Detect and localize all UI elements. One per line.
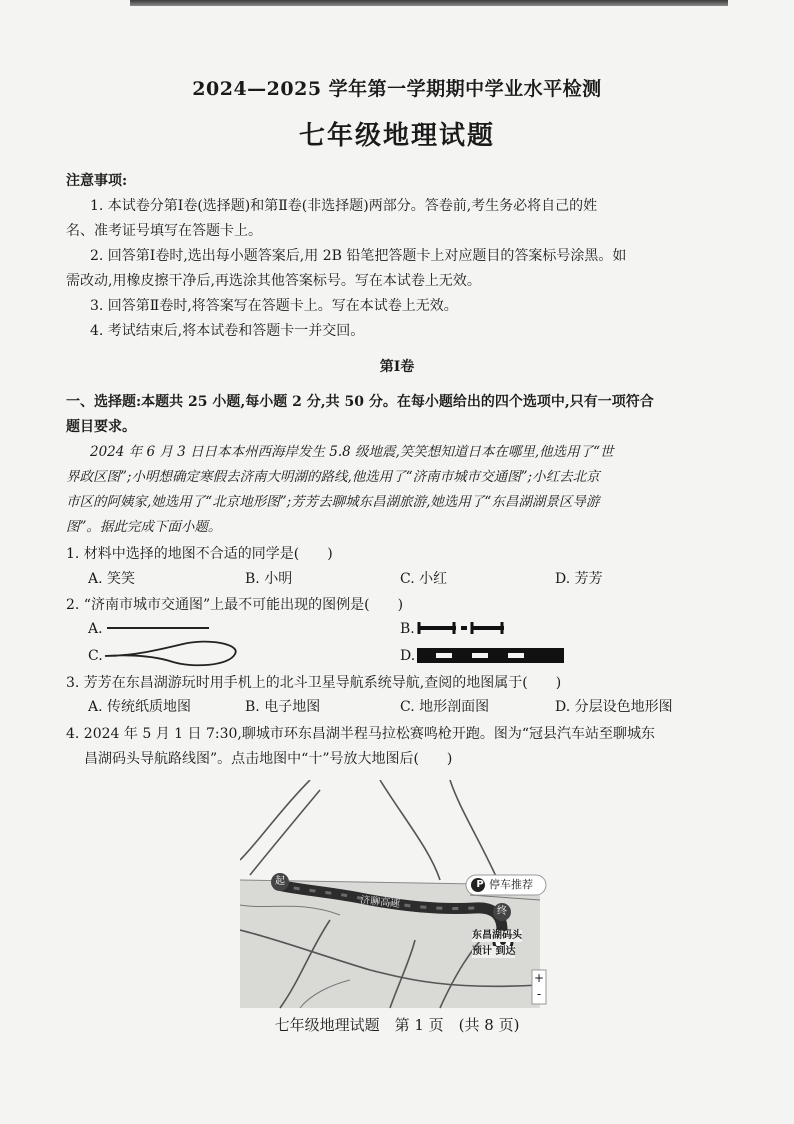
material-line-1: 2024 年 6 月 3 日日本本州西海岸发生 5.8 级地震,笑笑想知道日本在哪里,他选用了“世 [90, 444, 614, 460]
question-2-stem: 2. “济南市城市交通图”上最不可能出现的图例是( ) [66, 597, 404, 613]
exam-title: 2024—2025 学年第一学期期中学业水平检测 [192, 78, 602, 100]
page-footer: 七年级地理试题 第 1 页 (共 8 页) [274, 1016, 520, 1034]
notice-line-5: 3. 回答第Ⅱ卷时,将答案写在答题卡上。写在本试卷上无效。 [90, 298, 458, 314]
material-line-3: 市区的阿姨家,她选用了“北京地形图”;芳芳去聊城东昌湖旅游,她选用了“东昌湖湖景区导游 [66, 494, 600, 510]
notice-line-1: 1. 本试卷分第Ⅰ卷(选择题)和第Ⅱ卷(非选择题)两部分。答卷前,考生务必将自己的姓 [90, 198, 598, 214]
question-3-stem: 3. 芳芳在东昌湖游玩时用手机上的北斗卫星导航系统导航,查阅的地图属于( ) [66, 675, 562, 691]
question-1-option-a: A. 笑笑 [88, 571, 136, 587]
material-line-2: 界政区图”;小明想确定寒假去济南大明湖的路线,他选用了“济南市城市交通图”;小红去北京 [66, 469, 600, 485]
legend-river-symbol [103, 638, 243, 672]
legend-thin-line-symbol [105, 622, 215, 636]
question-1-stem: 1. 材料中选择的地图不合适的同学是( ) [66, 546, 333, 562]
expressway-label: 济聊高速 [359, 894, 401, 911]
section-instruction-2: 题目要求。 [66, 419, 136, 435]
zoom-out-button[interactable]: - [536, 987, 542, 1001]
parking-recommend-label[interactable]: 停车推荐 [489, 878, 533, 891]
map-figure [240, 780, 550, 1010]
eta-label: 预计 到达 [472, 946, 516, 957]
legend-railway-symbol [416, 647, 566, 665]
notice-line-4: 需改动,用橡皮擦干净后,再选涂其他答案标号。写在本试卷上无效。 [66, 273, 481, 289]
question-2-option-d: D. [400, 648, 416, 664]
question-3-option-b: B. 电子地图 [245, 699, 321, 715]
parking-icon: P [476, 879, 484, 890]
question-1-option-d: D. 芳芳 [555, 571, 603, 587]
question-2-option-c: C. [88, 648, 103, 664]
question-4-stem-2: 昌湖码头导航路线图”。点击地图中“十”号放大地图后( ) [84, 751, 453, 767]
destination-label: 东昌湖码头 [472, 930, 522, 941]
notice-line-6: 4. 考试结束后,将本试卷和答题卡一并交回。 [90, 323, 365, 339]
route-start-marker: 起 [275, 876, 285, 887]
notice-line-2: 名、准考证号填写在答题卡上。 [66, 223, 262, 239]
legend-dashed-boundary-symbol [416, 620, 508, 636]
material-line-4: 图”。据此完成下面小题。 [66, 519, 222, 535]
question-3-option-d: D. 分层设色地形图 [555, 699, 673, 715]
route-end-marker: 终 [497, 906, 507, 917]
question-4-stem-1: 4. 2024 年 5 月 1 日 7:30,聊城市环东昌湖半程马拉松赛鸣枪开跑。图为“冠县汽车站至聊城东 [66, 726, 655, 742]
question-2-option-b: B. [400, 621, 415, 637]
notice-line-3: 2. 回答第Ⅰ卷时,选出每小题答案后,用 2B 铅笔把答题卡上对应题目的答案标号涂黑。如 [90, 248, 627, 264]
question-3-option-a: A. 传统纸质地图 [88, 699, 192, 715]
section-title: 第Ⅰ卷 [379, 359, 415, 375]
navigation-route-map [240, 780, 550, 1010]
question-2-option-a: A. [88, 621, 103, 637]
question-1-option-b: B. 小明 [245, 571, 293, 587]
zoom-in-button[interactable]: + [533, 971, 545, 985]
section-instruction-1: 一、选择题:本题共 25 小题,每小题 2 分,共 50 分。在每小题给出的四个选项中,只有一项符合 [66, 394, 654, 410]
question-3-option-c: C. 地形剖面图 [400, 699, 490, 715]
subject-title: 七年级地理试题 [298, 121, 495, 151]
question-1-option-c: C. 小红 [400, 571, 448, 587]
notice-heading: 注意事项: [66, 173, 128, 189]
